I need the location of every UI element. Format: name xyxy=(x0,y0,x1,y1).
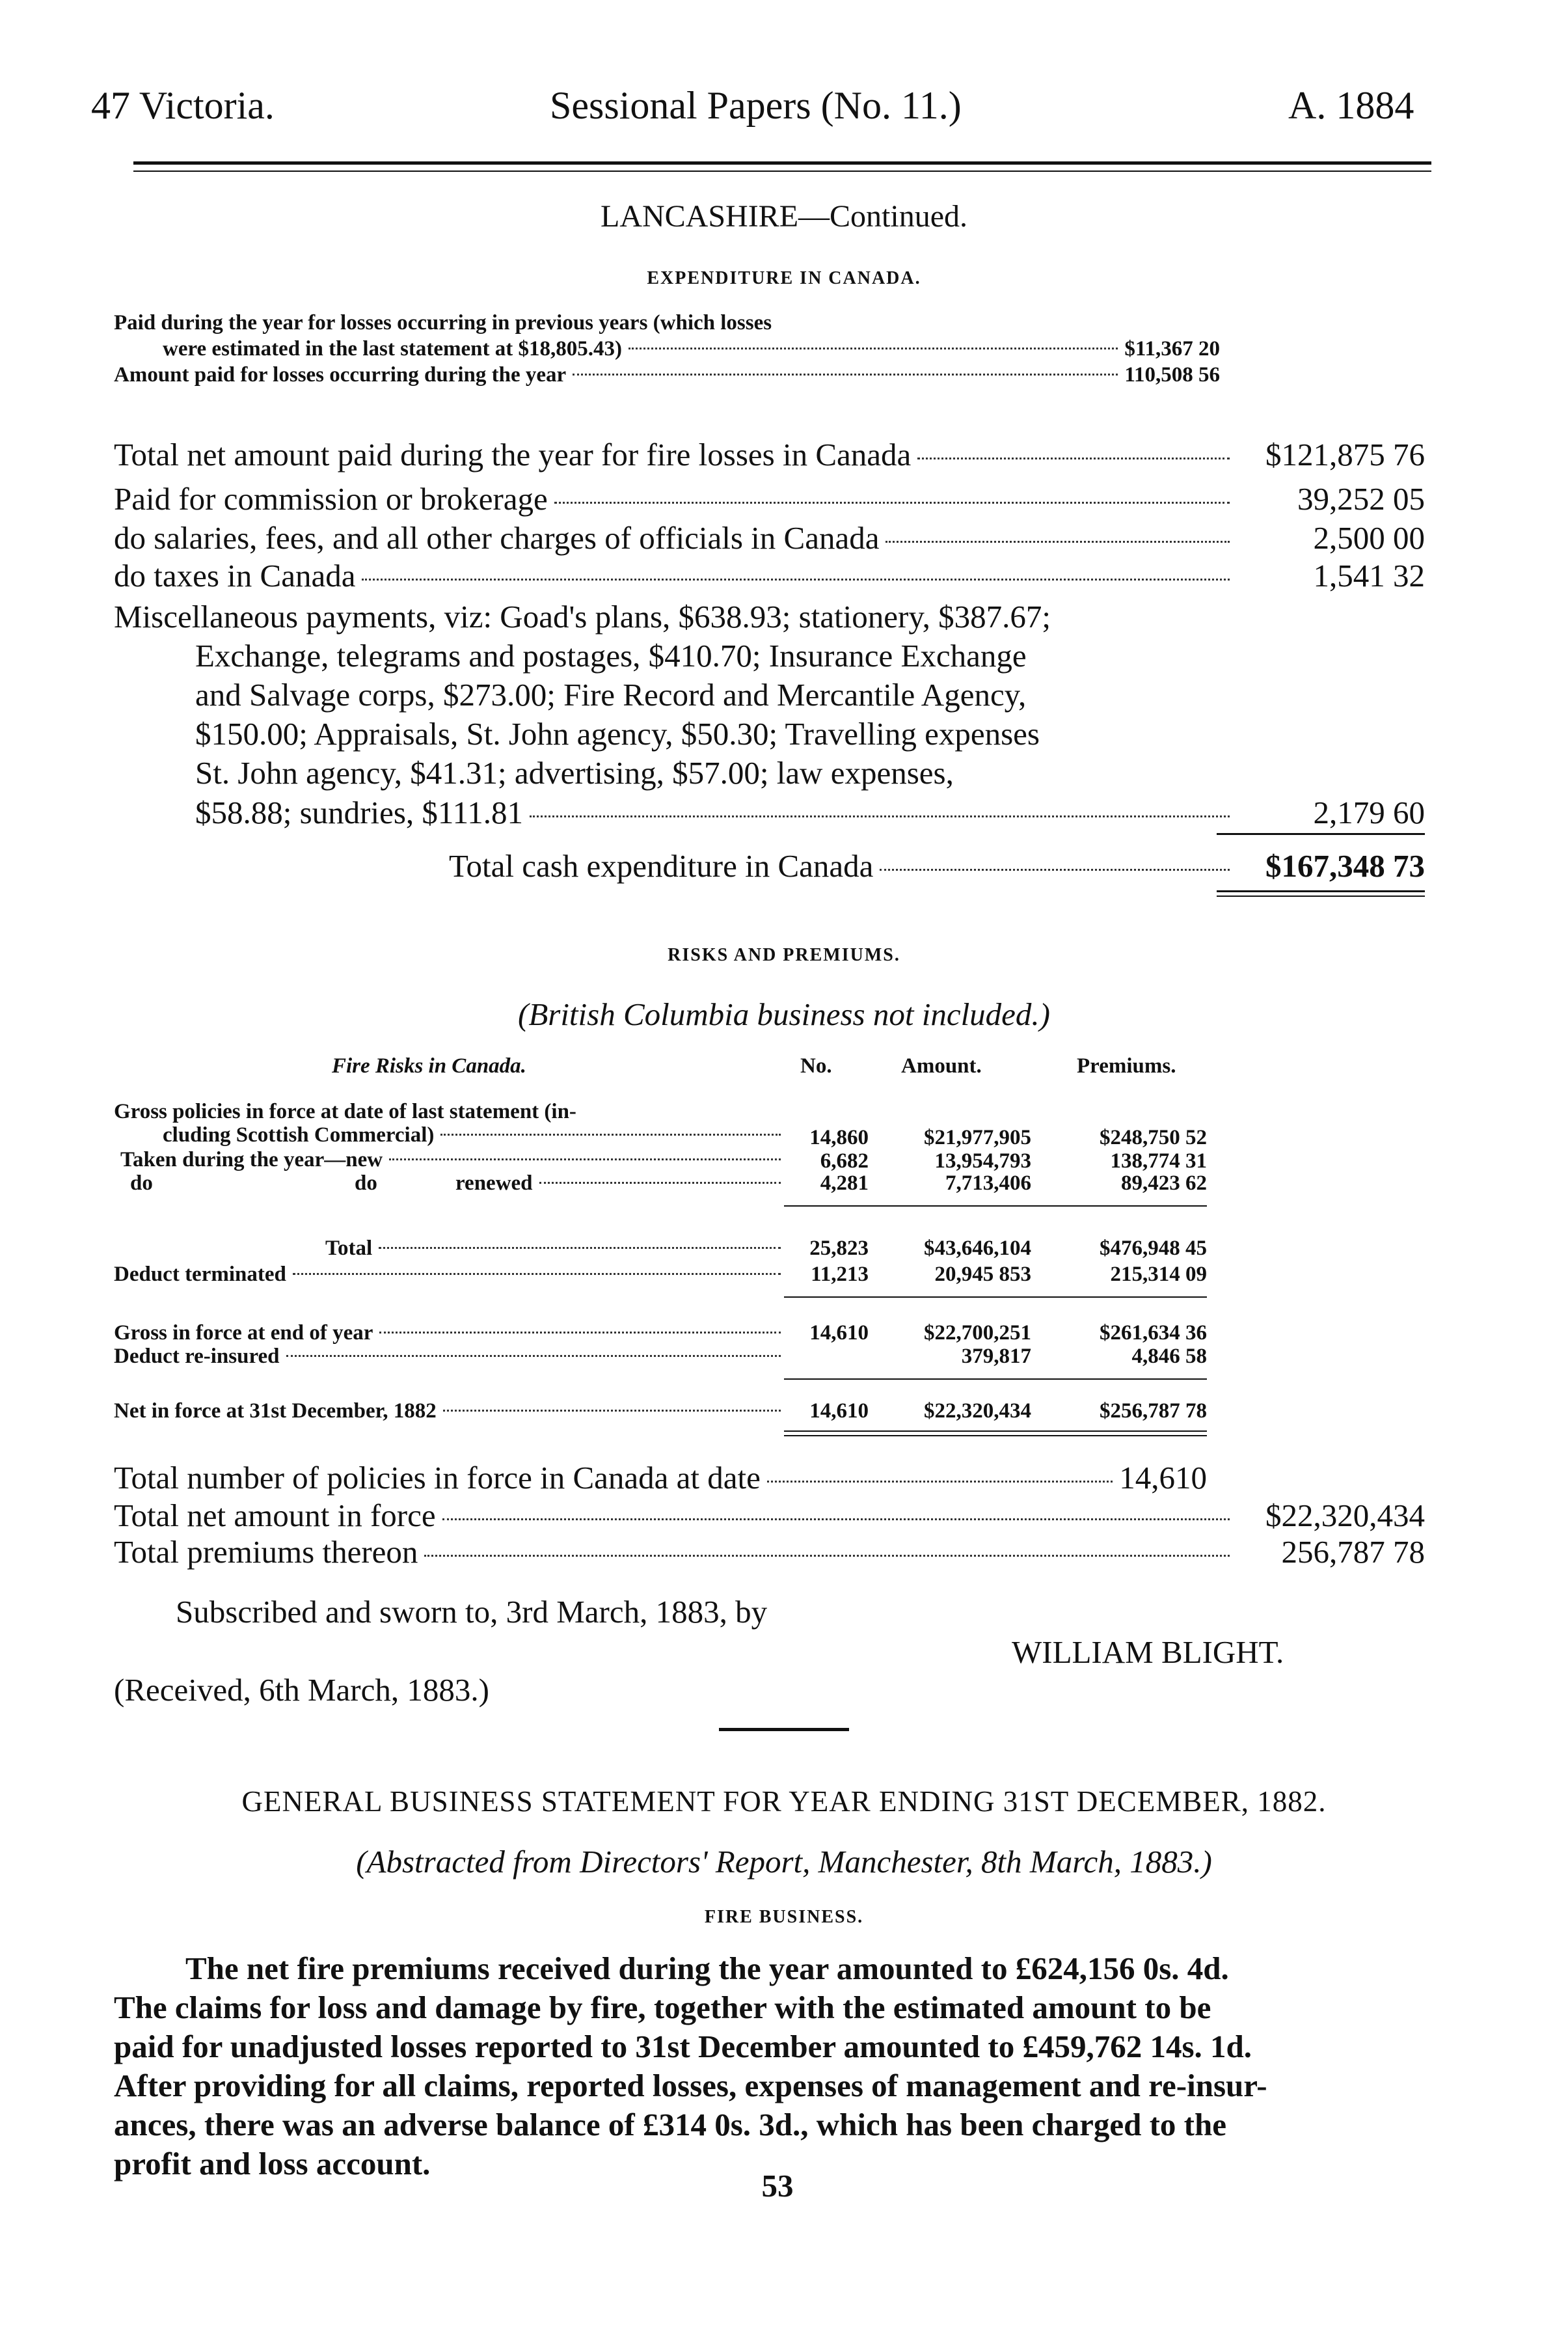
general-subtitle: (Abstracted from Directors' Report, Manchester, 8th March, 1883.) xyxy=(356,1844,1212,1880)
misc-payments: Miscellaneous payments, viz: Goad's plans, $638.93; stationery, $387.67; Exchange, telegrams and postages, $410.70; Insurance Exchange and Salvage corps, $273.00; Fire Record and Mercantile Agency, $150.00; Appraisals, St. John agency, $50.30; Travelling expenses St. John agency, $41.31; advertising, $57.00; law expenses, xyxy=(114,599,1051,791)
risk-row: renewed xyxy=(455,1171,787,1196)
header-center: Sessional Papers (No. 11.) xyxy=(550,84,962,127)
total-net-amount: Total net amount in force $22,320,434 xyxy=(114,1498,1425,1533)
fire-paragraph: The net fire premiums received during the year amounted to £624,156 0s. 4d. The claims for loss and damage by fire, together with the estimated amount to be paid for unadjusted losses reported to 31st December amounted to £459,762 14s. 1d. After providing for all claims, reported losses, expenses of management and re-insur- ances, there was an adverse balance of £314 0s. 3d., which has been charged to the profit and loss account. xyxy=(114,1950,1267,2182)
risks-note: (British Columbia business not included.) xyxy=(518,996,1050,1032)
total-premiums-value: 256,787 78 xyxy=(1281,1534,1425,1570)
risk-row: Deduct terminated xyxy=(114,1263,787,1287)
expenditure-row: do salaries, fees, and all other charges of officials in Canada 2,500 00 xyxy=(114,520,1425,556)
expenditure-line1a: Paid during the year for losses occurring in previous years (which losses xyxy=(114,311,772,335)
header-left: 47 Victoria. xyxy=(91,84,275,127)
expenditure-row: Total net amount paid during the year for fire losses in Canada $121,875 76 xyxy=(114,437,1425,472)
section-divider xyxy=(719,1728,849,1731)
total-premiums: Total premiums thereon 256,787 78 xyxy=(114,1534,1425,1570)
total-policies-value: 14,610 xyxy=(1119,1460,1207,1496)
col-label: Fire Risks in Canada. xyxy=(332,1054,526,1078)
expenditure-row: Paid for commission or brokerage 39,252 05 xyxy=(114,481,1425,517)
double-rule-top xyxy=(1217,890,1425,892)
misc-last-line: $58.88; sundries, $111.81 2,179 60 xyxy=(195,795,1425,830)
risks-heading: RISKS AND PREMIUMS. xyxy=(668,945,900,965)
expenditure-line1 xyxy=(163,337,1220,361)
header-rule-bottom xyxy=(133,171,1431,172)
signatory: WILLIAM BLIGHT. xyxy=(1012,1634,1284,1670)
double-rule-bottom xyxy=(1217,896,1425,897)
expenditure-line1-amount: $11,367 20 xyxy=(1124,337,1220,361)
expenditure-line2 xyxy=(114,363,1220,387)
general-title: GENERAL BUSINESS STATEMENT FOR YEAR ENDING 31ST DECEMBER, 1882. xyxy=(241,1785,1327,1818)
total-cash-amount: $167,348 73 xyxy=(1265,848,1425,884)
header-right: A. 1884 xyxy=(1288,84,1414,127)
risk-row: cluding Scottish Commercial) xyxy=(163,1123,787,1147)
expenditure-heading: EXPENDITURE IN CANADA. xyxy=(647,268,921,288)
expenditure-line1b: were estimated in the last statement at $18,805.43) xyxy=(163,337,622,361)
sworn-line: Subscribed and sworn to, 3rd March, 1883, by xyxy=(176,1594,768,1630)
expenditure-line2-amount: 110,508 56 xyxy=(1124,363,1220,387)
col-amount: Amount. xyxy=(901,1054,982,1078)
expenditure-line2-label: Amount paid for losses occurring during the year xyxy=(114,363,567,387)
risk-row: Taken during the year—new xyxy=(120,1148,787,1172)
section-title: LANCASHIRE—Continued. xyxy=(601,199,967,234)
risk-row-label: Gross policies in force at date of last statement (in- xyxy=(114,1100,576,1123)
page-number: 53 xyxy=(761,2168,794,2204)
header-rule-top xyxy=(133,161,1431,165)
expenditure-row: do taxes in Canada 1,541 32 xyxy=(114,558,1425,594)
risk-row: Net in force at 31st December, 1882 xyxy=(114,1399,787,1423)
col-no: No. xyxy=(800,1054,832,1078)
total-net-amount-value: $22,320,434 xyxy=(1265,1498,1425,1533)
total-cash-expenditure: Total cash expenditure in Canada $167,348 73 xyxy=(449,848,1425,884)
fire-business-heading: FIRE BUSINESS. xyxy=(704,1907,864,1927)
risk-row: Deduct re-insured xyxy=(114,1345,787,1369)
total-policies: Total number of policies in force in Canada at date 14,610 xyxy=(114,1460,1207,1496)
received-line: (Received, 6th March, 1883.) xyxy=(114,1672,489,1708)
col-premiums: Premiums. xyxy=(1077,1054,1176,1078)
total-rule xyxy=(1217,833,1425,835)
misc-amount: 2,179 60 xyxy=(1313,795,1425,830)
risk-row: Gross in force at end of year xyxy=(114,1321,787,1345)
risk-row: Total xyxy=(325,1237,787,1261)
